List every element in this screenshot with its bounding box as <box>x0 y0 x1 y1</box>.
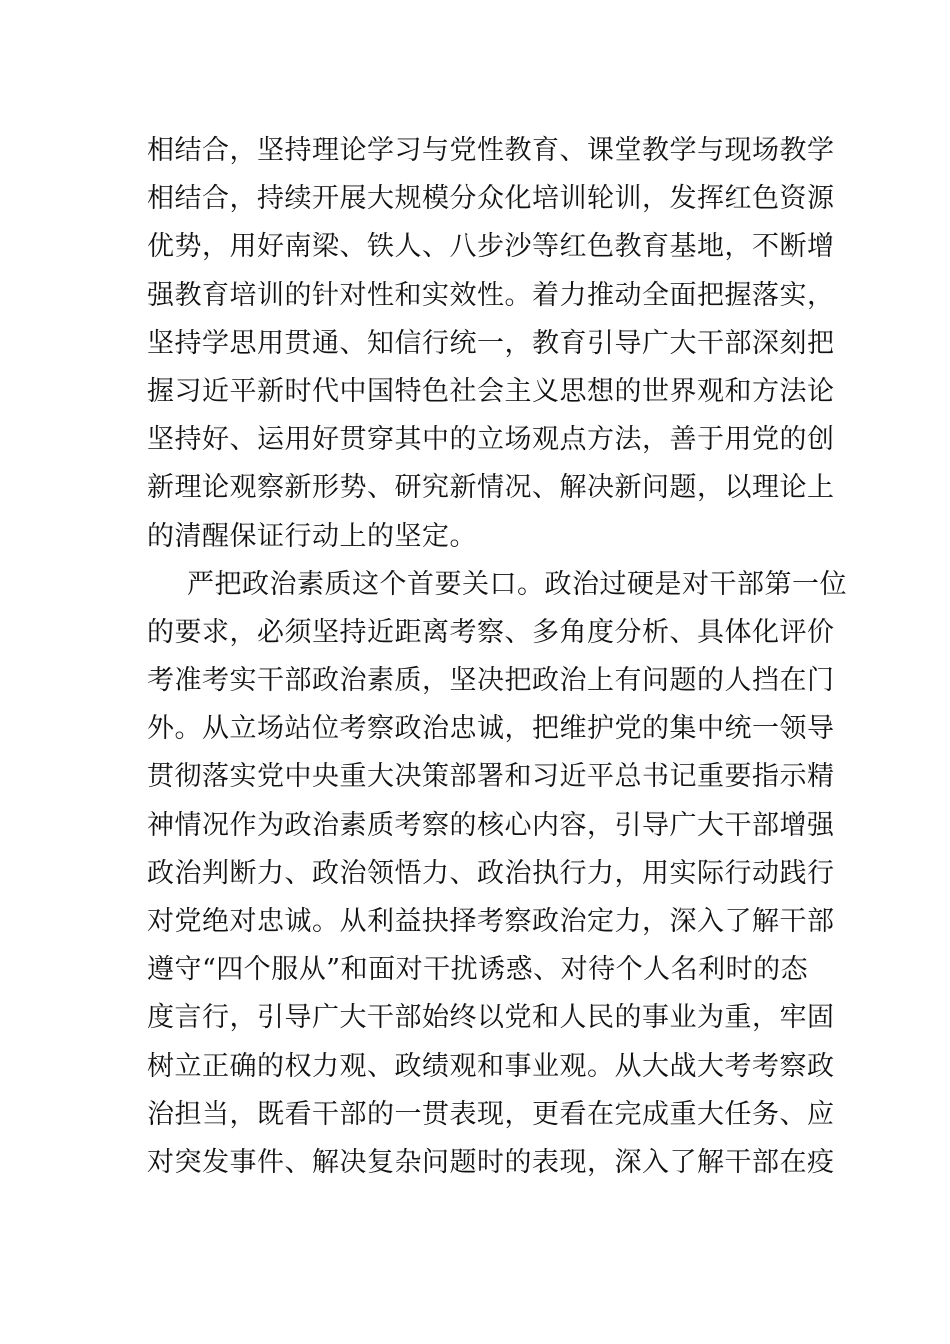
paragraph-line: 坚持好、运用好贯穿其中的立场观点方法，善于用党的创 <box>147 424 835 456</box>
paragraph-line: 遵守“四个服从”和面对干扰诱惑、对待个人名利时的态 <box>147 954 809 986</box>
paragraph-line: 贯彻落实党中央重大决策部署和习近平总书记重要指示精 <box>147 761 835 793</box>
document-body <box>147 127 847 1187</box>
paragraph-2 <box>147 561 847 1187</box>
paragraph-line: 的要求，必须坚持近距离考察、多角度分析、具体化评价 <box>147 616 835 648</box>
paragraph-line: 度言行，引导广大干部始终以党和人民的事业为重，牢固 <box>147 1002 835 1034</box>
paragraph-line: 神情况作为政治素质考察的核心内容，引导广大干部增强 <box>147 809 835 841</box>
paragraph-line: 新理论观察新形势、研究新情况、解决新问题，以理论上 <box>147 472 835 504</box>
paragraph-line: 治担当，既看干部的一贯表现，更看在完成重大任务、应 <box>147 1098 835 1130</box>
paragraph-line: 外。从立场站位考察政治忠诚，把维护党的集中统一领导 <box>147 713 835 745</box>
paragraph-line: 优势，用好南梁、铁人、八步沙等红色教育基地，不断增 <box>147 231 835 263</box>
paragraph-line: 强教育培训的针对性和实效性。着力推动全面把握落实， <box>147 279 835 311</box>
paragraph-line: 政治判断力、政治领悟力、政治执行力，用实际行动践行 <box>147 857 835 889</box>
paragraph-line: 对突发事件、解决复杂问题时的表现，深入了解干部在疫 <box>147 1146 835 1178</box>
paragraph-line: 相结合，持续开展大规模分众化培训轮训，发挥红色资源 <box>147 183 835 215</box>
paragraph-line: 的清醒保证行动上的坚定。 <box>147 520 477 552</box>
paragraph-1 <box>147 127 835 561</box>
paragraph-line: 考准考实干部政治素质，坚决把政治上有问题的人挡在门 <box>147 665 835 697</box>
paragraph-first-line: 严把政治素质这个首要关口。政治过硬是对干部第一位 <box>187 568 847 600</box>
paragraph-line: 握习近平新时代中国特色社会主义思想的世界观和方法论 <box>147 375 835 407</box>
paragraph-line: 相结合，坚持理论学习与党性教育、课堂教学与现场教学 <box>147 135 835 166</box>
paragraph-line: 对党绝对忠诚。从利益抉择考察政治定力，深入了解干部 <box>147 906 835 937</box>
paragraph-line: 树立正确的权力观、政绩观和事业观。从大战大考考察政 <box>147 1050 835 1082</box>
paragraph-line: 坚持学思用贯通、知信行统一，教育引导广大干部深刻把 <box>147 327 835 359</box>
